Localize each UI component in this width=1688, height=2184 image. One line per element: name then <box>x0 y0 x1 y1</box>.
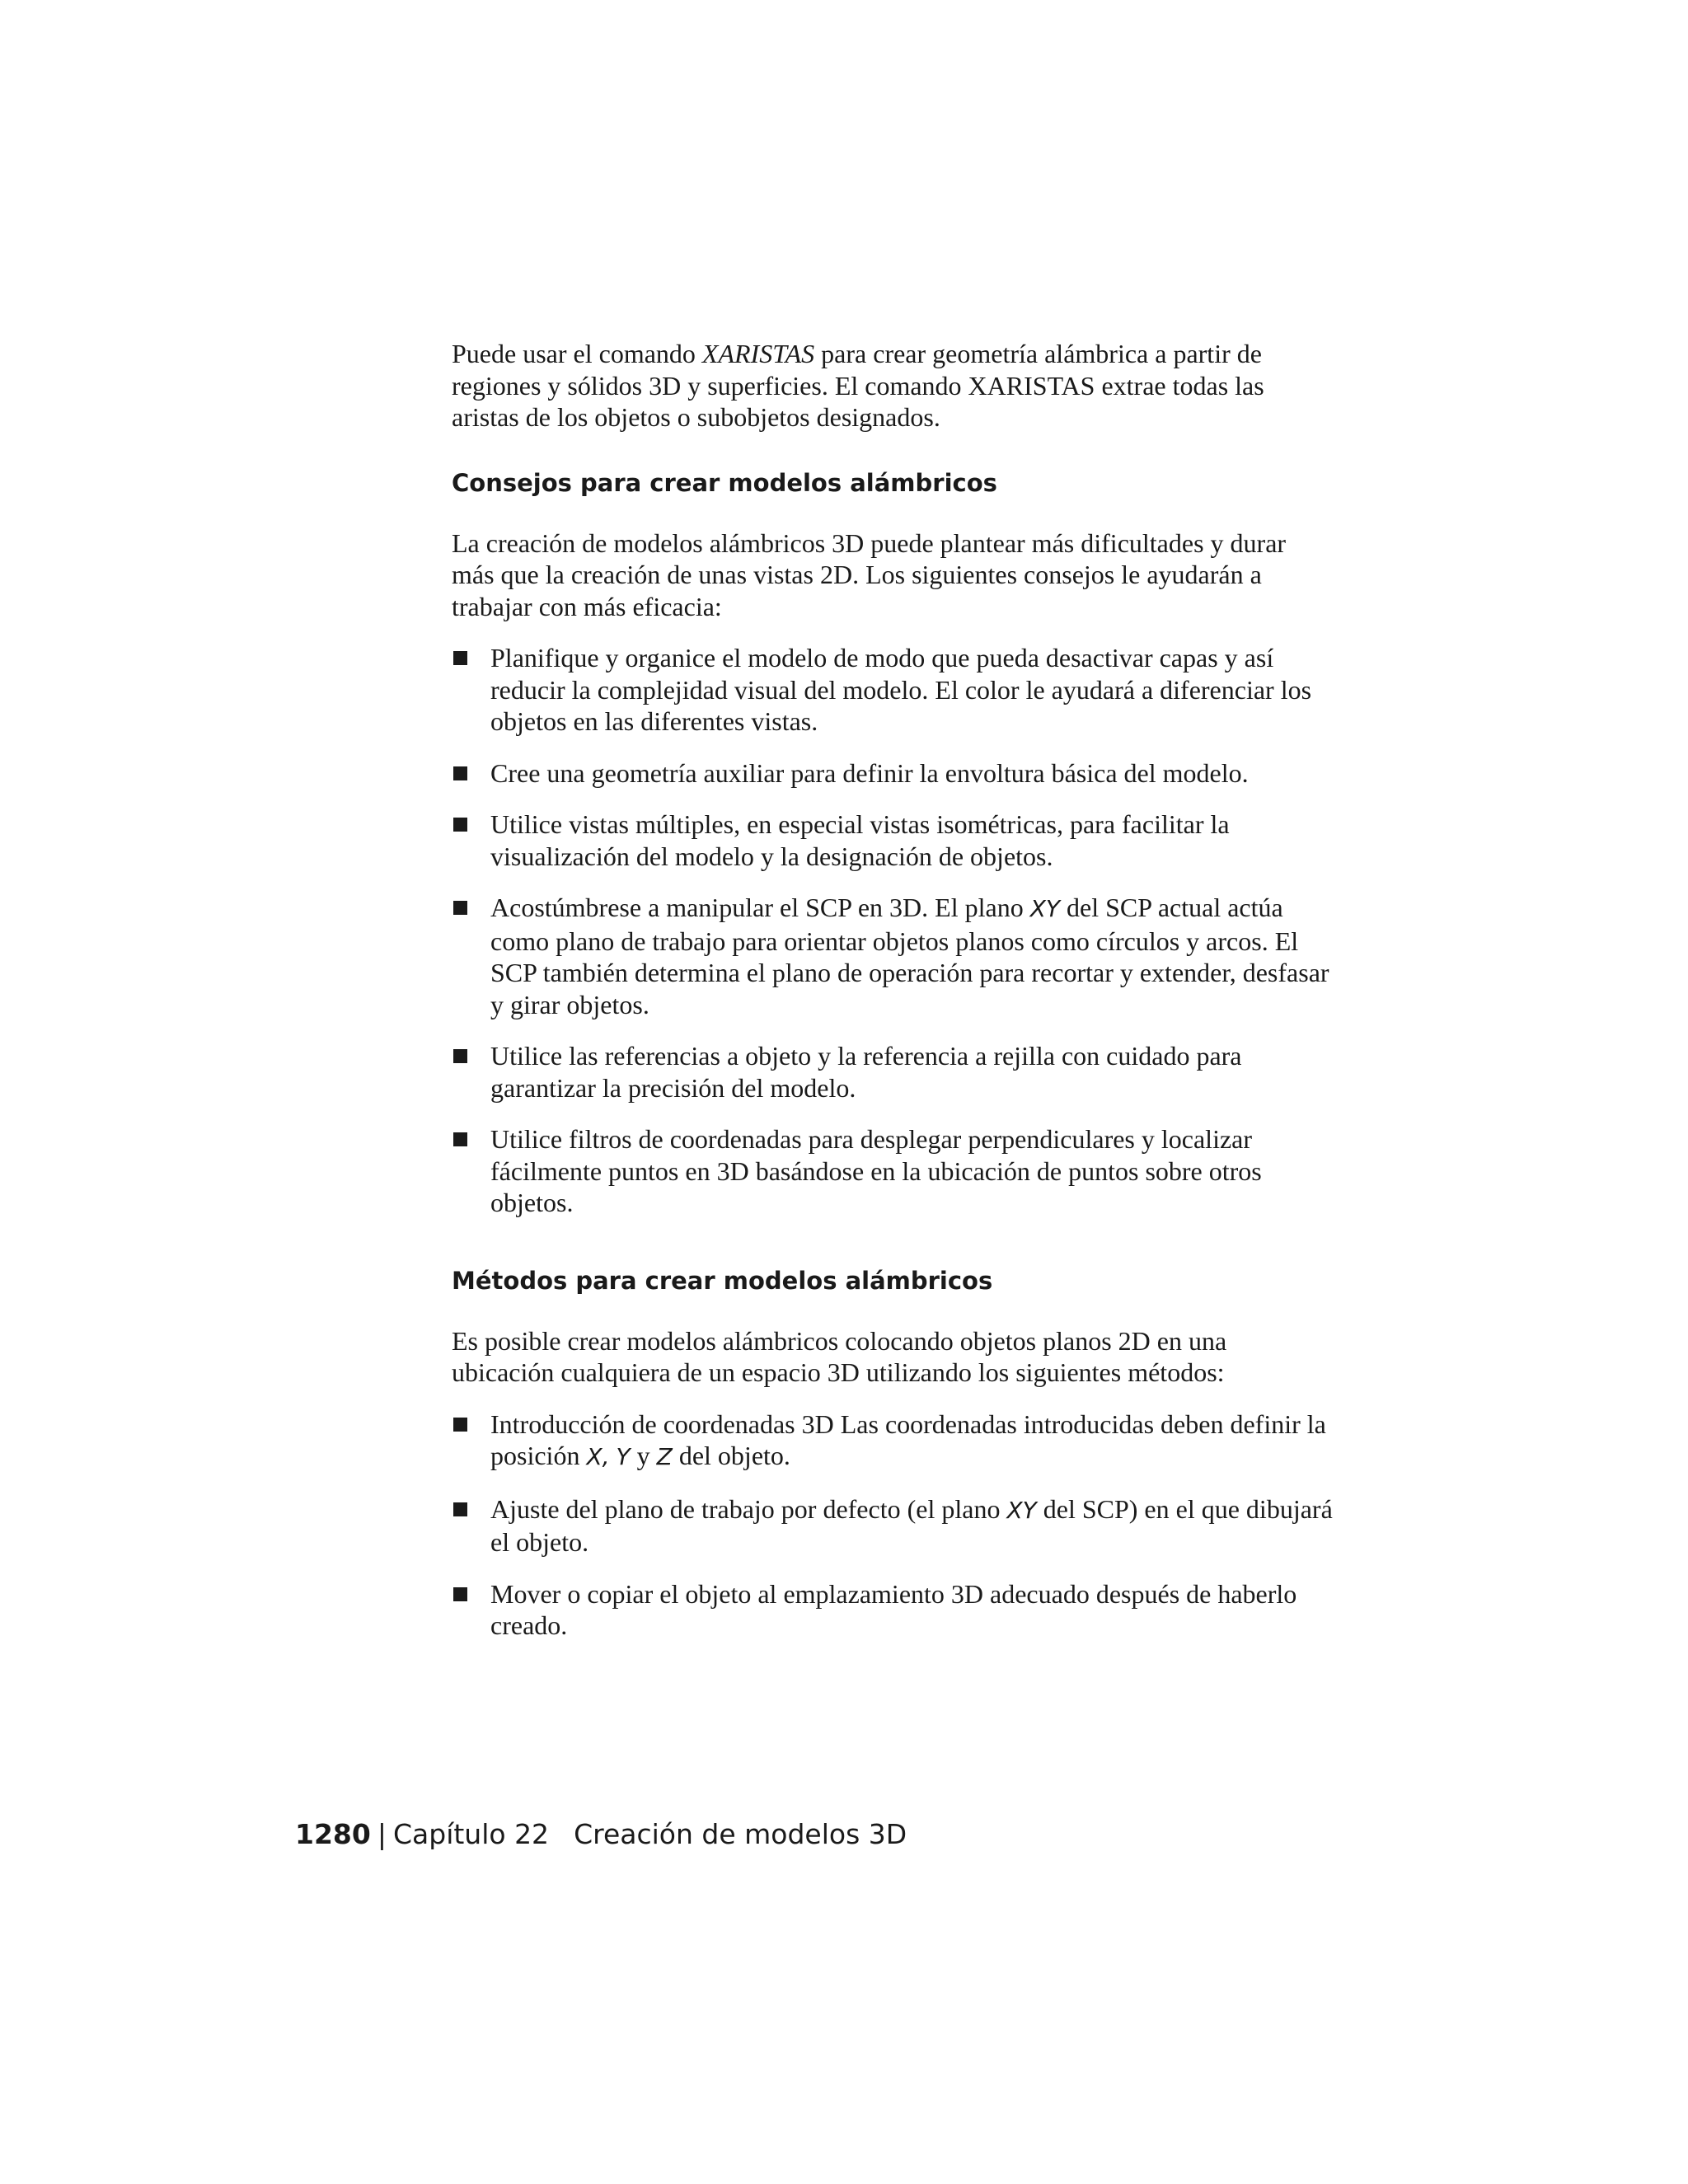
page-body <box>452 338 1334 1661</box>
section-intro-consejos: La creación de modelos alámbricos 3D puede plantear más dificultades y durar más que la creación de unas vistas 2D. Los siguientes consejos le ayudarán a trabajar con más eficacia: <box>452 527 1287 621</box>
bullet-square-icon <box>453 766 467 780</box>
list-item <box>452 892 1334 1020</box>
list-item-text-pre: Acostúmbrese a manipular el SCP en 3D. El plano <box>490 893 1030 922</box>
command-name: XARISTAS <box>701 339 815 368</box>
list-item <box>452 1578 1334 1642</box>
list-item <box>452 1040 1334 1104</box>
list-item <box>452 1408 1334 1474</box>
list-item-text-post: del SCP actual actúa como plano de trabajo para orientar objetos planos como círculos y arcos. El SCP también determina el plano de operación para recortar y extender, desfasar y girar objetos. <box>490 893 1329 1019</box>
axis-z-label: Z <box>656 1443 673 1470</box>
bullet-square-icon <box>453 901 467 915</box>
section-spacer <box>452 1239 1334 1265</box>
list-item <box>452 1493 1334 1558</box>
bullet-square-icon <box>453 1132 467 1146</box>
list-item-text: Utilice vistas múltiples, en especial vistas isométricas, para facilitar la visualización del modelo y la designación de objetos. <box>490 809 1230 871</box>
bullet-square-icon <box>453 1049 467 1063</box>
section-intro-metodos: Es posible crear modelos alámbricos colocando objetos planos 2D en una ubicación cualquiera de un espacio 3D utilizando los siguientes métodos: <box>452 1325 1227 1387</box>
list-item <box>452 808 1334 872</box>
list-item-text: Utilice las referencias a objeto y la referencia a rejilla con cuidado para garantizar la precisión del modelo. <box>490 1041 1242 1103</box>
list-item-text: Cree una geometría auxiliar para definir la envoltura básica del modelo. <box>490 757 1249 788</box>
list-item-text-pre: Ajuste del plano de trabajo por defecto (el plano <box>490 1493 1007 1524</box>
list-item-text-pre: Introducción de coordenadas 3D Las coordenadas introducidas deben definir la posición <box>490 1408 1326 1470</box>
list-item-text-post: del SCP) en el que dibujará el objeto. <box>490 1493 1333 1557</box>
list-item-text: Planifique y organice el modelo de modo que pueda desactivar capas y así reducir la complejidad visual del modelo. El color le ayudará a diferenciar los objetos en las diferentes vistas. <box>490 643 1312 736</box>
page-number: 1280 <box>295 1818 371 1850</box>
bullet-square-icon <box>453 1587 467 1601</box>
chapter-title: Creación de modelos 3D <box>574 1818 907 1850</box>
intro-text-post: para crear geometría alámbrica a partir de regiones y sólidos 3D y superficies. El comando XARISTAS extrae todas las aristas de los objetos o subobjetos designados. <box>452 339 1264 432</box>
section-heading-consejos: Consejos para crear modelos alámbricos <box>452 468 997 497</box>
plane-name: XY <box>1006 1496 1037 1524</box>
footer-separator: | <box>377 1818 387 1850</box>
list-item-text: Utilice filtros de coordenadas para desplegar perpendiculares y localizar fácilmente puntos en 3D basándose en la ubicación de puntos sobre otros objetos. <box>490 1124 1262 1217</box>
page-footer <box>295 1818 907 1851</box>
chapter-label: Capítulo 22 <box>392 1818 550 1850</box>
bullet-square-icon <box>453 1502 467 1516</box>
list-item <box>452 642 1334 738</box>
axis-x-label: X, <box>586 1443 610 1470</box>
bullet-square-icon <box>453 818 467 832</box>
section-heading-metodos: Métodos para crear modelos alámbricos <box>452 1266 993 1295</box>
conjunction: y <box>630 1441 657 1470</box>
intro-text-pre: Puede usar el comando <box>452 339 702 368</box>
tips-list <box>452 642 1334 1219</box>
list-item <box>452 757 1334 790</box>
bullet-square-icon <box>453 651 467 665</box>
methods-list <box>452 1408 1334 1642</box>
intro-paragraph <box>452 338 1334 434</box>
list-item-text-post: del objeto. <box>672 1441 790 1470</box>
list-item <box>452 1123 1334 1219</box>
bullet-square-icon <box>453 1418 467 1432</box>
list-item-text: Mover o copiar el objeto al emplazamiento 3D adecuado después de haberlo creado. <box>490 1578 1297 1640</box>
axis-y-label: Y <box>616 1443 631 1470</box>
plane-name: XY <box>1029 895 1060 922</box>
